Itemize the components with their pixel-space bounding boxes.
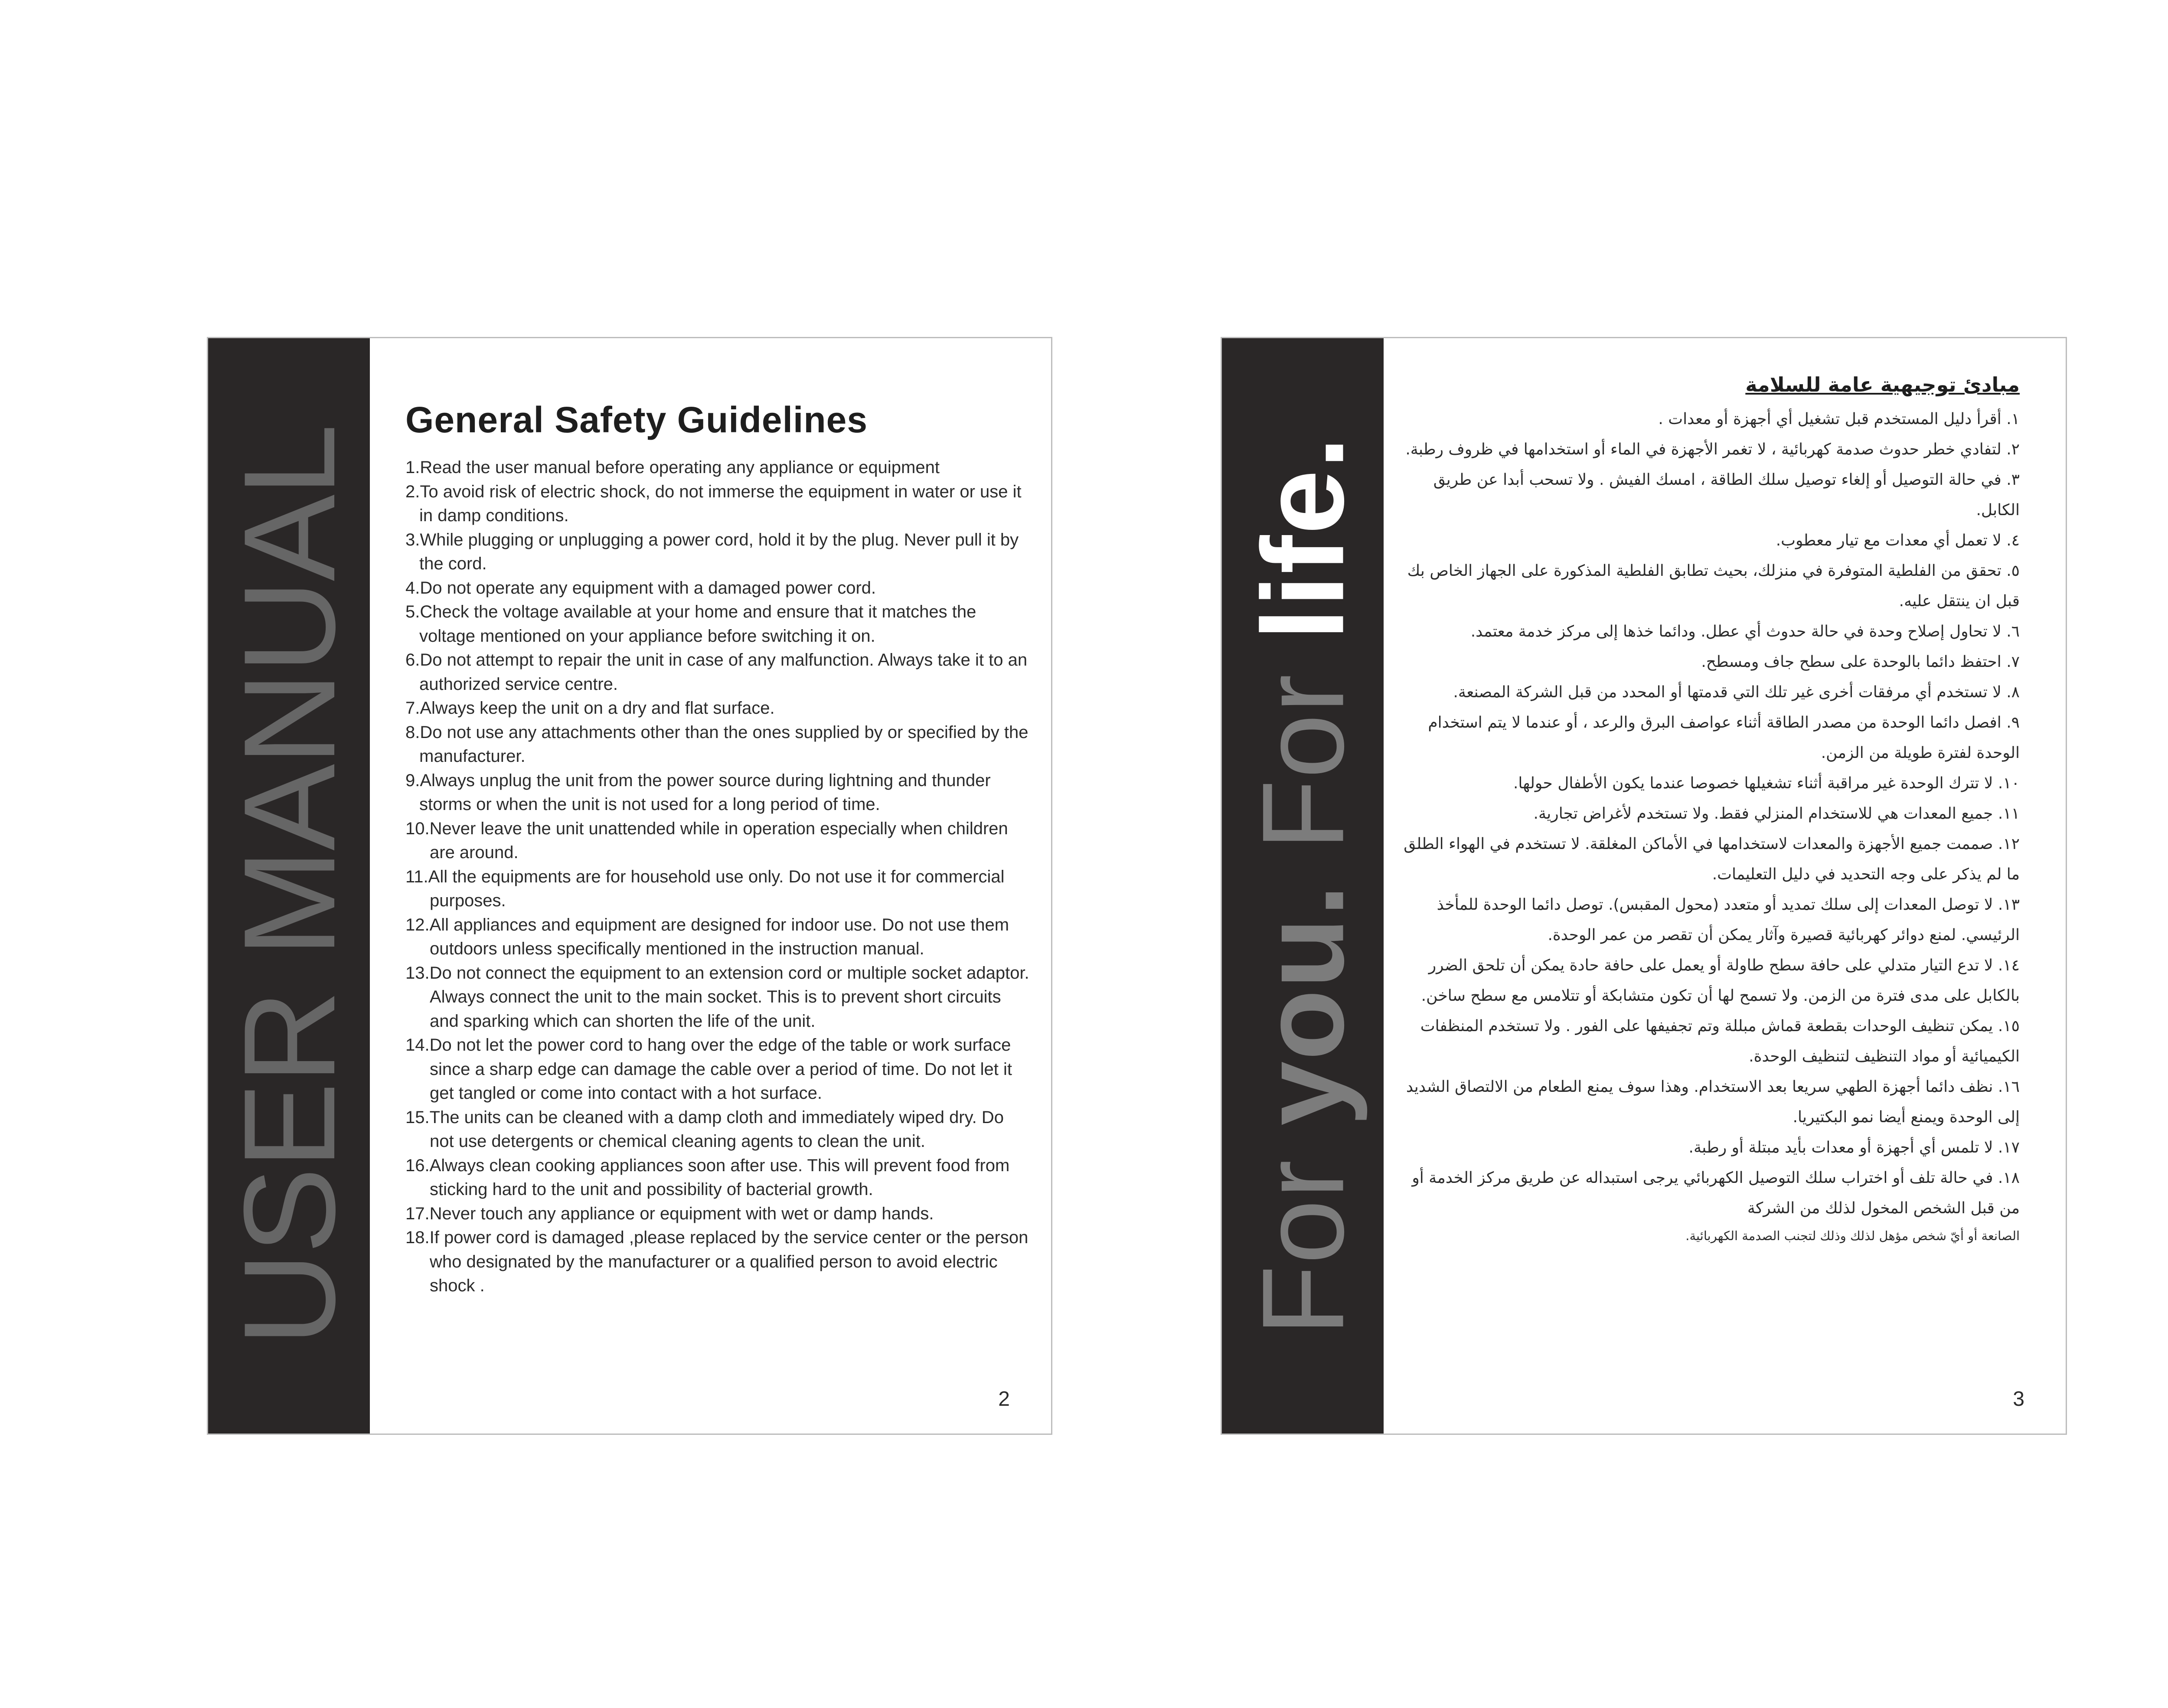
list-item: ٩. افصل دائما الوحدة من مصدر الطاقة أثناء عواصف البرق والرعد ، أو عندما لا يتم استخدام الوحدة لفترة طويلة من الزمن. (1428, 714, 2020, 762)
page-title-arabic: مبادئ توجيهية عامة للسلامة (1745, 373, 2020, 396)
list-item: ٥. تحقق من الفلطية المتوفرة في منزلك، بحيث تطابق الفلطية المذكورة على الجهاز الخاص بك قبل ان ينتقل عليه. (1407, 562, 2020, 610)
list-item: 16.Always clean cooking appliances soon after use. This will prevent food from sticking hard to the unit and possibility of bacterial growth. (405, 1156, 1010, 1199)
list-item: 6.Do not attempt to repair the unit in case of any malfunction. Always take it to an authorized service centre. (405, 650, 1028, 694)
page-number: 2 (998, 1388, 1010, 1411)
slogan-part: you. (1237, 883, 1368, 1126)
slogan-part: For (1237, 640, 1368, 884)
list-item: ١٦. نظف دائما أجهزة الطهي سريعا بعد الاستخدام. وهذا سوف يمنع الطعام من الالتصاق الشديد إلى الوحدة ويمنع أيضا نمو البكتيريا. (1406, 1078, 2020, 1126)
spine-slogan (1222, 338, 1384, 1434)
page-english (207, 337, 1052, 1435)
page-number: 3 (2013, 1388, 2024, 1411)
list-item: 14.Do not let the power cord to hang over the edge of the table or work surface since a sharp edge can damage the cable over a period of time. Do not let it get tangled or come into contact with a hot surface. (405, 1035, 1012, 1103)
list-item: 7.Always keep the unit on a dry and flat surface. (405, 699, 775, 718)
list-item: 2.To avoid risk of electric shock, do not immerse the equipment in water or use it in damp conditions. (405, 482, 1022, 525)
list-item: ١٢. صممت جميع الأجهزة والمعدات لاستخدامها في الأماكن المغلقة. لا تستخدم في الهواء الطلق ما لم يذكر على وجه التحديد في دليل التعليمات. (1404, 835, 2020, 883)
page-arabic (1221, 337, 2067, 1435)
spine-user-manual (208, 338, 370, 1434)
list-item: ١٥. يمكن تنظيف الوحدات بقطعة قماش مبللة وتم تجفيفها على الفور . ولا تستخدم المنظفات الكيميائية أو مواد التنظيف لتنظيف الوحدة. (1420, 1017, 2020, 1065)
list-item: ١٠. لا تترك الوحدة غير مراقبة أثناء تشغيلها خصوصا عندما يكون الأطفال حولها. (1513, 774, 2020, 792)
list-item: 12.All appliances and equipment are designed for indoor use. Do not use them outdoors unless specifically mentioned in the instruction manual. (405, 915, 1009, 958)
list-item: 1.Read the user manual before operating any appliance or equipment (405, 458, 940, 477)
list-item: ٢. لتفادي خطر حدوث صدمة كهربائية ، لا تغمر الأجهزة في الماء أو استخدامها في ظروف رطبة. (1405, 441, 2020, 458)
list-item: 17.Never touch any appliance or equipment with wet or damp hands. (405, 1204, 934, 1223)
list-item: ١٤. لا تدع التيار متدلي على حافة سطح طاولة أو يعمل على حافة حادة يمكن أن تلحق الضرر بالكابل على مدى فترة من الزمن. ولا تسمح لها أن تكون متشابكة أو تتلامس مع سطح ساخن. (1421, 957, 2020, 1005)
list-item: 4.Do not operate any equipment with a damaged power cord. (405, 578, 876, 598)
list-item: 11.All the equipments are for household use only. Do not use it for commercial purposes. (405, 867, 1005, 910)
guidelines-list (405, 456, 1030, 1298)
content-arabic (1395, 373, 2020, 1248)
list-item: 5.Check the voltage available at your home and ensure that it matches the voltage mentioned on your appliance before switching it on. (405, 602, 976, 646)
spine-label (1236, 436, 1370, 1336)
list-item: ١. أقرأ دليل المستخدم قبل تشغيل أي أجهزة أو معدات . (1658, 410, 2020, 428)
list-item: ٣. في حالة التوصيل أو إلغاء توصيل سلك الطاقة ، امسك الفيش . ولا تسحب أبدا عن طريق الكابل. (1433, 471, 2020, 519)
list-item-footnote: الصانعة أو أيّ شخص مؤهل لذلك وذلك لتجنب الصدمة الكهربائية. (1685, 1228, 2020, 1243)
content-english (405, 399, 1030, 1298)
slogan-part: For (1237, 1126, 1368, 1336)
list-item: ٦. لا تحاول إصلاح وحدة في حالة حدوث أي عطل. ودائما خذها إلى مركز خدمة معتمد. (1470, 623, 2020, 640)
list-item: 8.Do not use any attachments other than the ones supplied by or specified by the manufacturer. (405, 722, 1028, 766)
list-item: 15.The units can be cleaned with a damp cloth and immediately wiped dry. Do not use detergents or chemical cleaning agents to clean the unit. (405, 1107, 1004, 1151)
list-item: ١١. جميع المعدات هي للاستخدام المنزلي فقط. ولا تستخدم لأغراض تجارية. (1533, 805, 2020, 823)
list-item: ٨. لا تستخدم أي مرفقات أخرى غير تلك التي قدمتها أو المحدد من قبل الشركة المصنعة. (1453, 683, 2020, 701)
list-item: 10.Never leave the unit unattended while in operation especially when children are around. (405, 819, 1008, 862)
list-item: ٧. احتفظ دائما بالوحدة على سطح جاف ومسطح. (1701, 653, 2020, 671)
list-item: 13.Do not connect the equipment to an extension cord or multiple socket adaptor. Always connect the unit to the main socket. This is to prevent short circuits and sparking which can shorten the life of the unit. (405, 963, 1029, 1031)
list-item: 3.While plugging or unplugging a power cord, hold it by the plug. Never pull it by the cord. (405, 530, 1019, 573)
spine-label: USER MANUAL (216, 425, 362, 1346)
slogan-part: life. (1237, 436, 1368, 640)
list-item: ٤. لا تعمل أي معدات مع تيار معطوب. (1776, 532, 2020, 549)
list-item: ١٧. لا تلمس أي أجهزة أو معدات بأيد مبتلة أو رطبة. (1688, 1139, 2020, 1156)
list-item: 18.If power cord is damaged ,please replaced by the service center or the person who designated by the manufacturer or a qualified person to avoid electric shock . (405, 1228, 1028, 1295)
list-item: 9.Always unplug the unit from the power source during lightning and thunder storms or when the unit is not used for a long period of time. (405, 771, 991, 814)
guidelines-list-arabic (1395, 404, 2020, 1248)
list-item: ١٣. لا توصل المعدات إلى سلك تمديد أو متعدد (محول المقبس). توصل دائما الوحدة للمأخذ الرئيسي. لمنع دوائر كهربائية قصيرة وآثار يمكن أن تقصر من عمر الوحدة. (1437, 896, 2020, 944)
page-title: General Safety Guidelines (405, 399, 868, 440)
list-item: ١٨. في حالة تلف أو اختراب سلك التوصيل الكهربائي يرجى استبداله عن طريق مركز الخدمة أو من قبل الشخص المخول لذلك من الشركة (1412, 1169, 2020, 1217)
